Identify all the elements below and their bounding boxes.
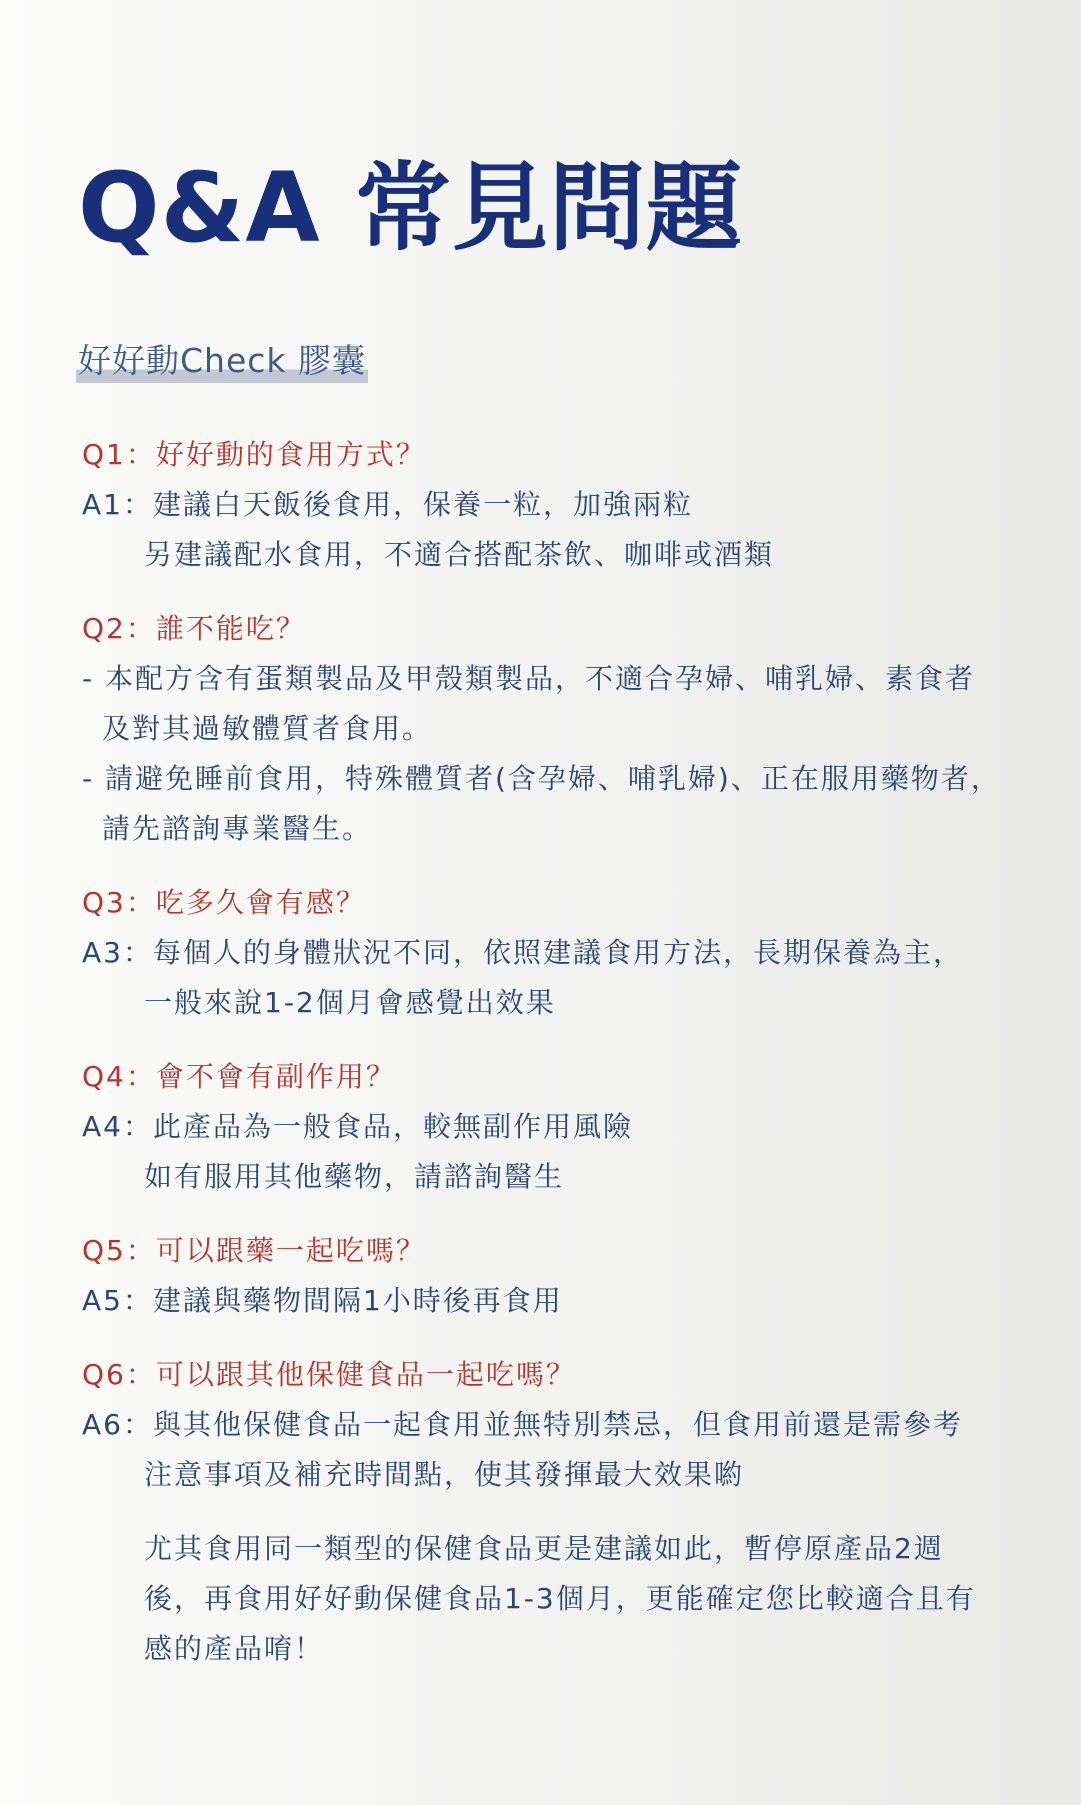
product-subtitle: 好好動Check 膠囊 (76, 344, 368, 383)
page-title: Q&A 常見問題 (78, 152, 744, 264)
answer-6-line-5: 感的產品唷！ (144, 1632, 325, 1665)
answer-6-line-3: 尤其食用同一類型的保健食品更是建議如此，暫停原產品2週 (144, 1532, 944, 1565)
question-4: Q4：會不會有副作用？ (82, 1060, 396, 1093)
answer-3-line-1: A3：每個人的身體狀況不同，依照建議食用方法，長期保養為主， (82, 936, 963, 969)
question-2: Q2：誰不能吃？ (82, 612, 306, 645)
answer-2-line-2: 及對其過敏體質者食用。 (102, 712, 433, 745)
qa-item-2 (82, 604, 1012, 854)
qa-item-5 (82, 1226, 1012, 1326)
question-5: Q5：可以跟藥一起吃嗎？ (82, 1234, 426, 1267)
question-6: Q6：可以跟其他保健食品一起吃嗎？ (82, 1358, 576, 1391)
answer-6-line-1: A6：與其他保健食品一起食用並無特別禁忌，但食用前還是需參考 (82, 1408, 963, 1441)
answer-5-line-1: A5：建議與藥物間隔1小時後再食用 (82, 1284, 563, 1317)
question-3: Q3：吃多久會有感？ (82, 886, 366, 919)
qa-item-4 (82, 1052, 1012, 1202)
qa-item-3 (82, 878, 1012, 1028)
answer-4-line-1: A4：此產品為一般食品，較無副作用風險 (82, 1110, 633, 1143)
qa-item-1 (82, 430, 1012, 580)
qa-item-6 (82, 1350, 1012, 1674)
answer-4-line-2: 如有服用其他藥物，請諮詢醫生 (144, 1160, 565, 1193)
answer-2-line-1: - 本配方含有蛋類製品及甲殼類製品，不適合孕婦、哺乳婦、素食者 (82, 662, 976, 695)
qa-list (82, 430, 1012, 1674)
question-1: Q1：好好動的食用方式？ (82, 438, 426, 471)
answer-3-line-2: 一般來說1-2個月會感覺出效果 (144, 986, 556, 1019)
answer-2-line-4: 請先諮詢專業醫生。 (102, 812, 373, 845)
answer-1-line-1: A1：建議白天飯後食用，保養一粒，加強兩粒 (82, 488, 693, 521)
answer-1-line-2: 另建議配水食用，不適合搭配茶飲、咖啡或酒類 (144, 538, 775, 571)
answer-2-line-3: - 請避免睡前食用，特殊體質者(含孕婦、哺乳婦)、正在服用藥物者， (82, 762, 1001, 795)
answer-6-line-2: 注意事項及補充時間點，使其發揮最大效果喲 (144, 1458, 745, 1491)
answer-6-line-4: 後，再食用好好動保健食品1-3個月，更能確定您比較適合且有 (144, 1582, 976, 1615)
